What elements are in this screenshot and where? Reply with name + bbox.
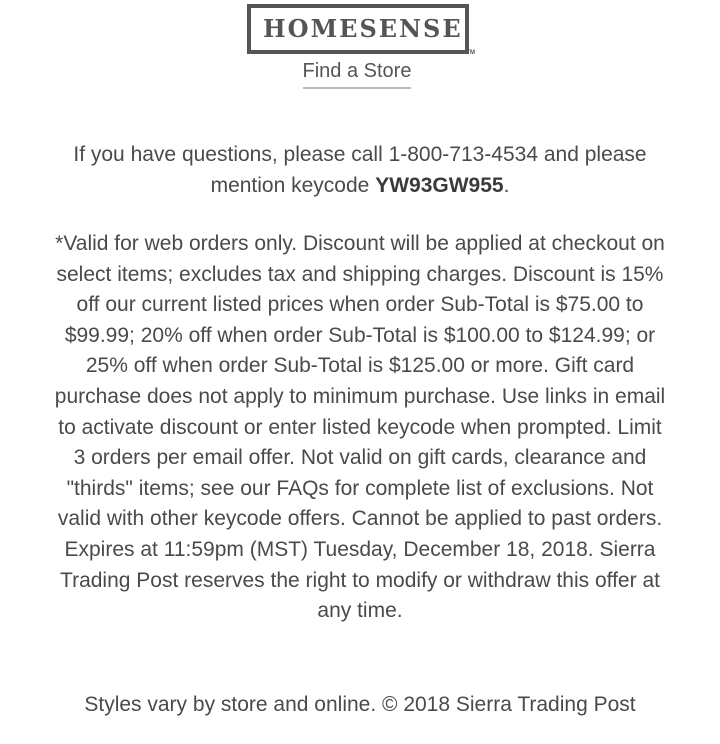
trademark-mark: TM xyxy=(466,50,475,56)
find-a-store-link[interactable]: Find a Store xyxy=(303,60,412,89)
offer-terms: *Valid for web orders only. Discount will be applied at checkout on select items; excludes tax and shipping charges. Discount is 15% off our current listed prices when order Sub-Total is $75.00 to $99.99; 20% off when order Sub-Total is $100.00 to $124.99; or 25% off when order Sub-Total is $125.00 or more. Gift card purchase does not apply to minimum purchase. Use links in email to activate discount or enter listed keycode when prompted. Limit 3 orders per email offer. Not valid on gift cards, clearance and "thirds" items; see our FAQs for complete list of exclusions. Not valid with other keycode offers. Cannot be applied to past orders. Expires at 11:59pm (MST) Tuesday, December 18, 2018. Sierra Trading Post reserves the right to modify or withdraw this offer at any time. xyxy=(54,232,666,623)
homesense-logo[interactable] xyxy=(247,4,475,56)
keycode: YW93GW955 xyxy=(375,173,504,197)
brand-name: HOMESENSE xyxy=(263,14,463,43)
contact-info xyxy=(40,140,680,201)
find-store-area xyxy=(0,60,720,89)
contact-text: If you have questions, please call 1-800-713-4534 and please mention keycode xyxy=(73,143,647,197)
footer-text: Styles vary by store and online. © 2018 Sierra Trading Post xyxy=(84,693,636,716)
contact-text-end: . xyxy=(503,173,510,197)
logo-area xyxy=(0,4,720,54)
